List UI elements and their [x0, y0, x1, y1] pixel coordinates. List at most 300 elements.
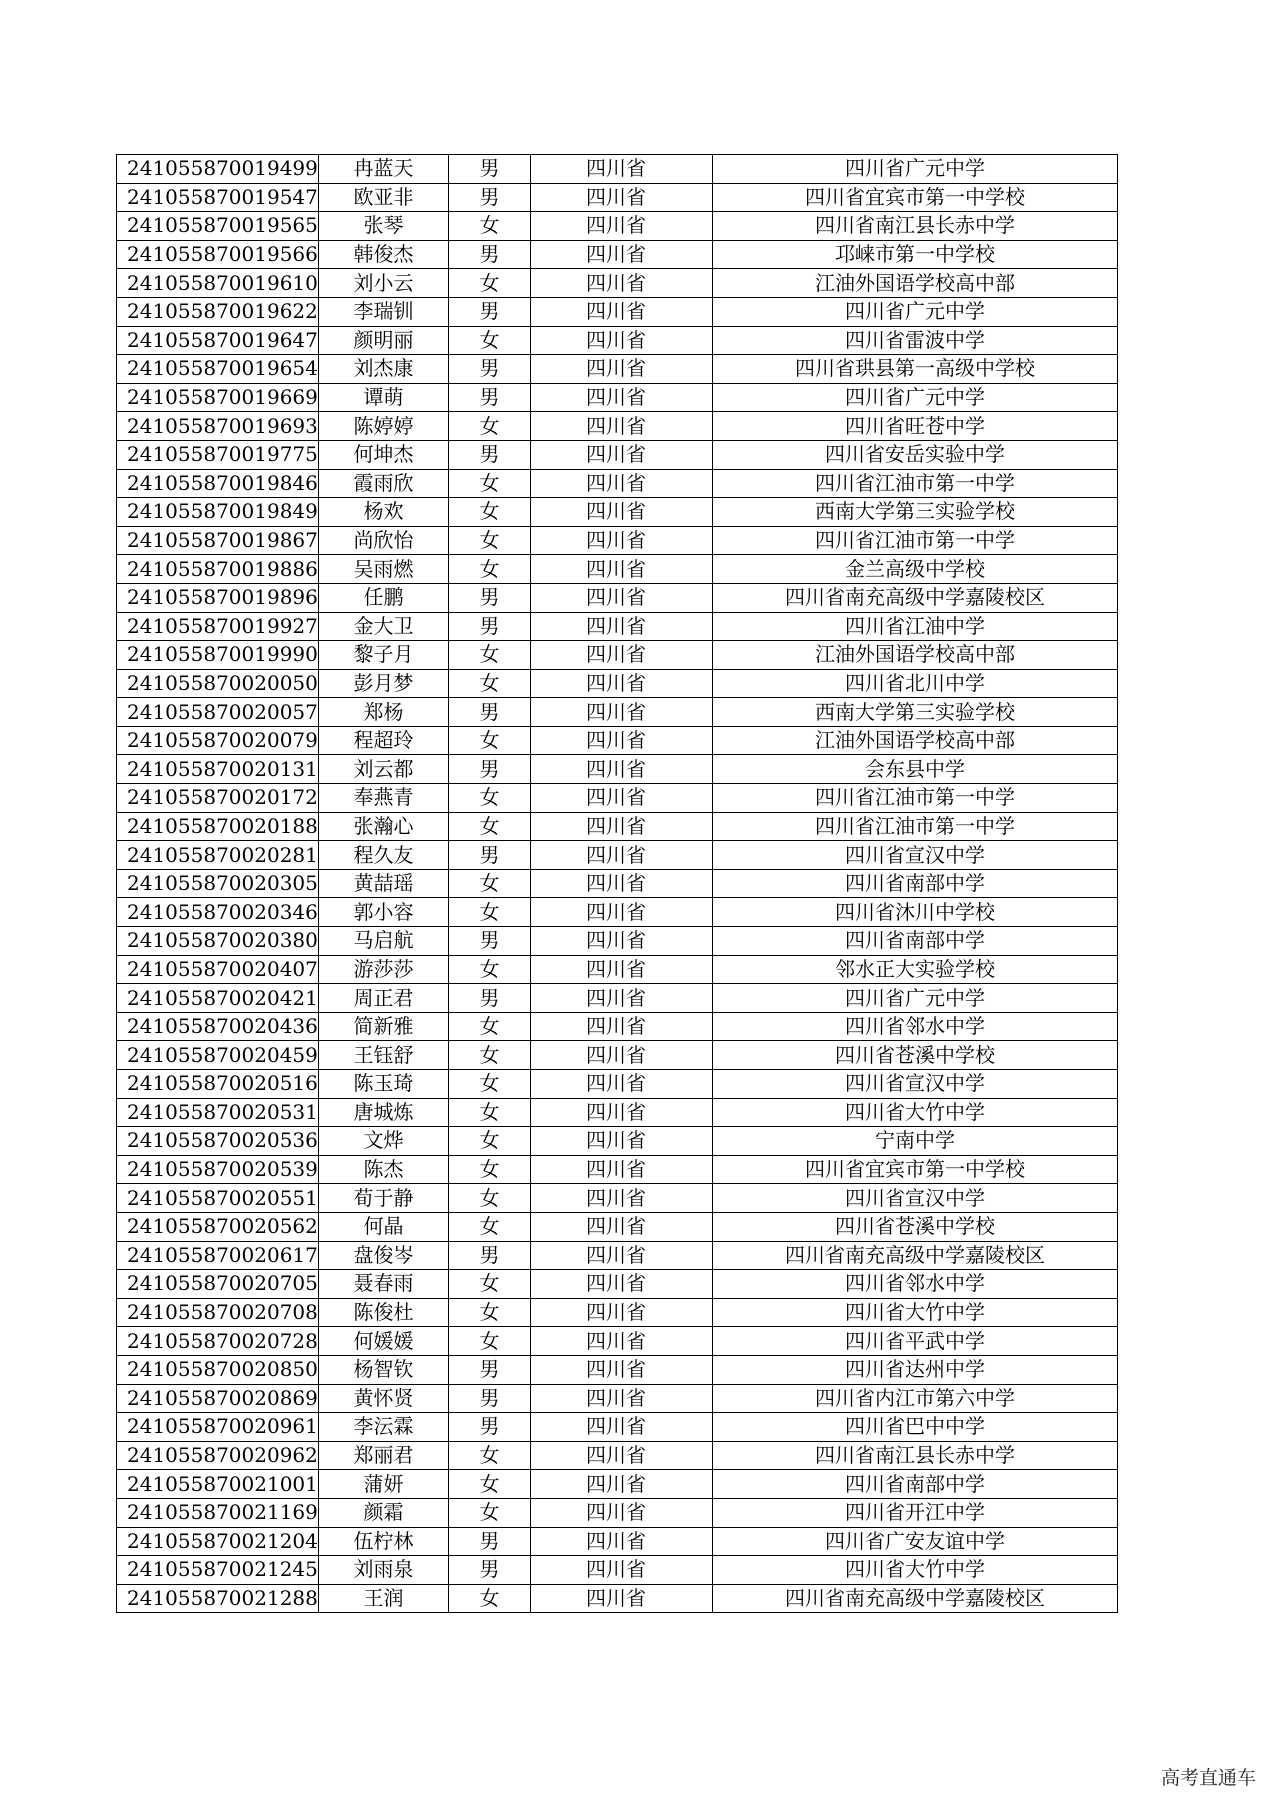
candidate-id-cell: 241055870019896 — [117, 583, 319, 612]
province-cell: 四川省 — [531, 498, 713, 527]
school-cell: 四川省江油市第一中学 — [713, 469, 1118, 498]
gender-cell: 女 — [449, 498, 531, 527]
table-row — [117, 1012, 1118, 1041]
school-cell: 四川省广元中学 — [713, 984, 1118, 1013]
gender-cell: 女 — [449, 526, 531, 555]
province-cell: 四川省 — [531, 1212, 713, 1241]
table-row — [117, 1212, 1118, 1241]
table-row — [117, 1041, 1118, 1070]
candidate-id-cell: 241055870020172 — [117, 784, 319, 813]
school-cell: 四川省旺苍中学 — [713, 412, 1118, 441]
table-row — [117, 1270, 1118, 1299]
school-cell: 四川省邻水中学 — [713, 1012, 1118, 1041]
name-cell: 荀于静 — [319, 1184, 449, 1213]
province-cell: 四川省 — [531, 155, 713, 184]
school-cell: 邛崃市第一中学校 — [713, 240, 1118, 269]
gender-cell: 男 — [449, 183, 531, 212]
candidate-id-cell: 241055870019849 — [117, 498, 319, 527]
school-cell: 四川省江油中学 — [713, 612, 1118, 641]
gender-cell: 女 — [449, 555, 531, 584]
name-cell: 陈玉琦 — [319, 1070, 449, 1099]
school-cell: 四川省珙县第一高级中学校 — [713, 355, 1118, 384]
gender-cell: 女 — [449, 326, 531, 355]
candidate-id-cell: 241055870020459 — [117, 1041, 319, 1070]
gender-cell: 男 — [449, 383, 531, 412]
province-cell: 四川省 — [531, 1155, 713, 1184]
school-cell: 四川省广元中学 — [713, 155, 1118, 184]
gender-cell: 男 — [449, 927, 531, 956]
school-cell: 四川省内江市第六中学 — [713, 1384, 1118, 1413]
name-cell: 黎子月 — [319, 641, 449, 670]
admission-roster-table — [116, 154, 1118, 1613]
name-cell: 颜明丽 — [319, 326, 449, 355]
gender-cell: 女 — [449, 1127, 531, 1156]
province-cell: 四川省 — [531, 755, 713, 784]
province-cell: 四川省 — [531, 1355, 713, 1384]
school-cell: 四川省南充高级中学嘉陵校区 — [713, 1241, 1118, 1270]
name-cell: 伍柠林 — [319, 1527, 449, 1556]
school-cell: 四川省大竹中学 — [713, 1556, 1118, 1585]
name-cell: 陈杰 — [319, 1155, 449, 1184]
name-cell: 彭月梦 — [319, 669, 449, 698]
school-cell: 四川省南部中学 — [713, 927, 1118, 956]
name-cell: 马启航 — [319, 927, 449, 956]
table-row — [117, 1527, 1118, 1556]
table-row — [117, 1441, 1118, 1470]
school-cell: 四川省江油市第一中学 — [713, 526, 1118, 555]
name-cell: 尚欣怡 — [319, 526, 449, 555]
name-cell: 杨智钦 — [319, 1355, 449, 1384]
school-cell: 四川省大竹中学 — [713, 1298, 1118, 1327]
province-cell: 四川省 — [531, 784, 713, 813]
gender-cell: 女 — [449, 1298, 531, 1327]
table-row — [117, 612, 1118, 641]
table-row — [117, 1556, 1118, 1585]
candidate-id-cell: 241055870020436 — [117, 1012, 319, 1041]
name-cell: 任鹏 — [319, 583, 449, 612]
table-row — [117, 240, 1118, 269]
school-cell: 四川省宣汉中学 — [713, 841, 1118, 870]
table-row — [117, 555, 1118, 584]
name-cell: 刘杰康 — [319, 355, 449, 384]
school-cell: 四川省宜宾市第一中学校 — [713, 183, 1118, 212]
table-row — [117, 927, 1118, 956]
gender-cell: 男 — [449, 1527, 531, 1556]
candidate-id-cell: 241055870019499 — [117, 155, 319, 184]
gender-cell: 女 — [449, 469, 531, 498]
candidate-id-cell: 241055870020281 — [117, 841, 319, 870]
province-cell: 四川省 — [531, 612, 713, 641]
school-cell: 四川省广安友谊中学 — [713, 1527, 1118, 1556]
school-cell: 四川省南江县长赤中学 — [713, 212, 1118, 241]
candidate-id-cell: 241055870020728 — [117, 1327, 319, 1356]
name-cell: 欧亚非 — [319, 183, 449, 212]
table-row — [117, 755, 1118, 784]
gender-cell: 女 — [449, 1270, 531, 1299]
province-cell: 四川省 — [531, 927, 713, 956]
table-row — [117, 440, 1118, 469]
gender-cell: 男 — [449, 297, 531, 326]
gender-cell: 男 — [449, 583, 531, 612]
candidate-id-cell: 241055870020850 — [117, 1355, 319, 1384]
table-row — [117, 1127, 1118, 1156]
name-cell: 颜霜 — [319, 1498, 449, 1527]
candidate-id-cell: 241055870020421 — [117, 984, 319, 1013]
gender-cell: 女 — [449, 869, 531, 898]
school-cell: 江油外国语学校高中部 — [713, 269, 1118, 298]
table-row — [117, 984, 1118, 1013]
province-cell: 四川省 — [531, 1241, 713, 1270]
candidate-id-cell: 241055870019846 — [117, 469, 319, 498]
school-cell: 四川省宣汉中学 — [713, 1184, 1118, 1213]
table-row — [117, 1241, 1118, 1270]
school-cell: 邻水正大实验学校 — [713, 955, 1118, 984]
candidate-id-cell: 241055870019990 — [117, 641, 319, 670]
table-row — [117, 784, 1118, 813]
gender-cell: 男 — [449, 698, 531, 727]
candidate-id-cell: 241055870021169 — [117, 1498, 319, 1527]
candidate-id-cell: 241055870020188 — [117, 812, 319, 841]
name-cell: 霞雨欣 — [319, 469, 449, 498]
school-cell: 西南大学第三实验学校 — [713, 698, 1118, 727]
candidate-id-cell: 241055870020962 — [117, 1441, 319, 1470]
school-cell: 四川省安岳实验中学 — [713, 440, 1118, 469]
table-row — [117, 269, 1118, 298]
school-cell: 四川省南部中学 — [713, 1470, 1118, 1499]
name-cell: 盘俊岑 — [319, 1241, 449, 1270]
candidate-id-cell: 241055870020380 — [117, 927, 319, 956]
gender-cell: 男 — [449, 1413, 531, 1442]
candidate-id-cell: 241055870020536 — [117, 1127, 319, 1156]
candidate-id-cell: 241055870019867 — [117, 526, 319, 555]
province-cell: 四川省 — [531, 212, 713, 241]
province-cell: 四川省 — [531, 1556, 713, 1585]
province-cell: 四川省 — [531, 1584, 713, 1613]
gender-cell: 女 — [449, 1327, 531, 1356]
province-cell: 四川省 — [531, 355, 713, 384]
candidate-id-cell: 241055870020617 — [117, 1241, 319, 1270]
name-cell: 程超玲 — [319, 726, 449, 755]
gender-cell: 女 — [449, 1070, 531, 1099]
table-row — [117, 1184, 1118, 1213]
school-cell: 四川省邻水中学 — [713, 1270, 1118, 1299]
gender-cell: 男 — [449, 1384, 531, 1413]
candidate-id-cell: 241055870019566 — [117, 240, 319, 269]
name-cell: 陈俊杜 — [319, 1298, 449, 1327]
name-cell: 李沄霖 — [319, 1413, 449, 1442]
candidate-id-cell: 241055870021288 — [117, 1584, 319, 1613]
candidate-id-cell: 241055870021245 — [117, 1556, 319, 1585]
candidate-id-cell: 241055870021001 — [117, 1470, 319, 1499]
name-cell: 何晶 — [319, 1212, 449, 1241]
gender-cell: 女 — [449, 641, 531, 670]
table-row — [117, 812, 1118, 841]
name-cell: 程久友 — [319, 841, 449, 870]
table-row — [117, 1355, 1118, 1384]
school-cell: 四川省南充高级中学嘉陵校区 — [713, 1584, 1118, 1613]
candidate-id-cell: 241055870020551 — [117, 1184, 319, 1213]
province-cell: 四川省 — [531, 955, 713, 984]
gender-cell: 男 — [449, 155, 531, 184]
province-cell: 四川省 — [531, 1441, 713, 1470]
school-cell: 四川省广元中学 — [713, 297, 1118, 326]
candidate-id-cell: 241055870020531 — [117, 1098, 319, 1127]
candidate-id-cell: 241055870019775 — [117, 440, 319, 469]
school-cell: 宁南中学 — [713, 1127, 1118, 1156]
gender-cell: 女 — [449, 1470, 531, 1499]
province-cell: 四川省 — [531, 1298, 713, 1327]
candidate-id-cell: 241055870020539 — [117, 1155, 319, 1184]
table-row — [117, 1098, 1118, 1127]
province-cell: 四川省 — [531, 898, 713, 927]
gender-cell: 男 — [449, 355, 531, 384]
candidate-id-cell: 241055870019565 — [117, 212, 319, 241]
school-cell: 江油外国语学校高中部 — [713, 726, 1118, 755]
province-cell: 四川省 — [531, 1470, 713, 1499]
name-cell: 黄喆瑶 — [319, 869, 449, 898]
province-cell: 四川省 — [531, 269, 713, 298]
name-cell: 金大卫 — [319, 612, 449, 641]
school-cell: 四川省广元中学 — [713, 383, 1118, 412]
province-cell: 四川省 — [531, 1327, 713, 1356]
name-cell: 何媛媛 — [319, 1327, 449, 1356]
table-row — [117, 726, 1118, 755]
candidate-id-cell: 241055870019654 — [117, 355, 319, 384]
table-row — [117, 1327, 1118, 1356]
province-cell: 四川省 — [531, 1384, 713, 1413]
gender-cell: 女 — [449, 269, 531, 298]
name-cell: 郑杨 — [319, 698, 449, 727]
table-row — [117, 412, 1118, 441]
school-cell: 会东县中学 — [713, 755, 1118, 784]
candidate-id-cell: 241055870019610 — [117, 269, 319, 298]
table-row — [117, 469, 1118, 498]
school-cell: 四川省南江县长赤中学 — [713, 1441, 1118, 1470]
province-cell: 四川省 — [531, 726, 713, 755]
candidate-id-cell: 241055870020079 — [117, 726, 319, 755]
province-cell: 四川省 — [531, 1098, 713, 1127]
gender-cell: 女 — [449, 1584, 531, 1613]
province-cell: 四川省 — [531, 1041, 713, 1070]
province-cell: 四川省 — [531, 869, 713, 898]
province-cell: 四川省 — [531, 1498, 713, 1527]
gender-cell: 男 — [449, 1556, 531, 1585]
candidate-id-cell: 241055870019886 — [117, 555, 319, 584]
province-cell: 四川省 — [531, 326, 713, 355]
school-cell: 四川省大竹中学 — [713, 1098, 1118, 1127]
candidate-id-cell: 241055870020131 — [117, 755, 319, 784]
name-cell: 冉蓝天 — [319, 155, 449, 184]
province-cell: 四川省 — [531, 297, 713, 326]
table-row — [117, 698, 1118, 727]
gender-cell: 女 — [449, 1098, 531, 1127]
province-cell: 四川省 — [531, 1413, 713, 1442]
candidate-id-cell: 241055870019547 — [117, 183, 319, 212]
table-row — [117, 1498, 1118, 1527]
gender-cell: 女 — [449, 1012, 531, 1041]
school-cell: 四川省开江中学 — [713, 1498, 1118, 1527]
gender-cell: 男 — [449, 1241, 531, 1270]
province-cell: 四川省 — [531, 526, 713, 555]
gender-cell: 女 — [449, 1184, 531, 1213]
gender-cell: 女 — [449, 669, 531, 698]
gender-cell: 男 — [449, 612, 531, 641]
candidate-id-cell: 241055870019927 — [117, 612, 319, 641]
name-cell: 刘云都 — [319, 755, 449, 784]
name-cell: 唐城炼 — [319, 1098, 449, 1127]
school-cell: 四川省南部中学 — [713, 869, 1118, 898]
school-cell: 四川省南充高级中学嘉陵校区 — [713, 583, 1118, 612]
name-cell: 韩俊杰 — [319, 240, 449, 269]
table-row — [117, 869, 1118, 898]
table-row — [117, 1384, 1118, 1413]
candidate-id-cell: 241055870020869 — [117, 1384, 319, 1413]
province-cell: 四川省 — [531, 469, 713, 498]
school-cell: 四川省达州中学 — [713, 1355, 1118, 1384]
province-cell: 四川省 — [531, 1270, 713, 1299]
province-cell: 四川省 — [531, 669, 713, 698]
name-cell: 蒲妍 — [319, 1470, 449, 1499]
province-cell: 四川省 — [531, 440, 713, 469]
province-cell: 四川省 — [531, 412, 713, 441]
province-cell: 四川省 — [531, 1012, 713, 1041]
candidate-id-cell: 241055870019622 — [117, 297, 319, 326]
school-cell: 西南大学第三实验学校 — [713, 498, 1118, 527]
gender-cell: 女 — [449, 898, 531, 927]
name-cell: 王钰舒 — [319, 1041, 449, 1070]
gender-cell: 男 — [449, 240, 531, 269]
gender-cell: 女 — [449, 1041, 531, 1070]
candidate-id-cell: 241055870020705 — [117, 1270, 319, 1299]
table-row — [117, 898, 1118, 927]
gender-cell: 女 — [449, 955, 531, 984]
school-cell: 江油外国语学校高中部 — [713, 641, 1118, 670]
name-cell: 简新雅 — [319, 1012, 449, 1041]
school-cell: 四川省巴中中学 — [713, 1413, 1118, 1442]
gender-cell: 女 — [449, 812, 531, 841]
province-cell: 四川省 — [531, 984, 713, 1013]
candidate-id-cell: 241055870020305 — [117, 869, 319, 898]
gender-cell: 男 — [449, 755, 531, 784]
table-row — [117, 326, 1118, 355]
table-row — [117, 1298, 1118, 1327]
table-row — [117, 1584, 1118, 1613]
candidate-id-cell: 241055870020708 — [117, 1298, 319, 1327]
province-cell: 四川省 — [531, 1127, 713, 1156]
candidate-id-cell: 241055870019693 — [117, 412, 319, 441]
table-row — [117, 383, 1118, 412]
table-row — [117, 1413, 1118, 1442]
name-cell: 周正君 — [319, 984, 449, 1013]
school-cell: 金兰高级中学校 — [713, 555, 1118, 584]
name-cell: 杨欢 — [319, 498, 449, 527]
table-row — [117, 641, 1118, 670]
name-cell: 陈婷婷 — [319, 412, 449, 441]
candidate-id-cell: 241055870019647 — [117, 326, 319, 355]
table-row — [117, 212, 1118, 241]
table-row — [117, 1155, 1118, 1184]
name-cell: 郭小容 — [319, 898, 449, 927]
name-cell: 李瑞钏 — [319, 297, 449, 326]
province-cell: 四川省 — [531, 1527, 713, 1556]
table-row — [117, 583, 1118, 612]
table-row — [117, 841, 1118, 870]
name-cell: 奉燕青 — [319, 784, 449, 813]
candidate-id-cell: 241055870020346 — [117, 898, 319, 927]
name-cell: 黄怀贤 — [319, 1384, 449, 1413]
name-cell: 何坤杰 — [319, 440, 449, 469]
gender-cell: 女 — [449, 1155, 531, 1184]
gender-cell: 女 — [449, 1212, 531, 1241]
gender-cell: 女 — [449, 784, 531, 813]
name-cell: 谭萌 — [319, 383, 449, 412]
table-row — [117, 955, 1118, 984]
table-row — [117, 669, 1118, 698]
watermark-text: 高考直通车 — [1160, 1767, 1256, 1789]
gender-cell: 男 — [449, 841, 531, 870]
province-cell: 四川省 — [531, 1070, 713, 1099]
table-row — [117, 355, 1118, 384]
name-cell: 张琴 — [319, 212, 449, 241]
roster-body — [117, 155, 1118, 1613]
province-cell: 四川省 — [531, 698, 713, 727]
name-cell: 张瀚心 — [319, 812, 449, 841]
province-cell: 四川省 — [531, 1184, 713, 1213]
school-cell: 四川省苍溪中学校 — [713, 1212, 1118, 1241]
name-cell: 刘小云 — [319, 269, 449, 298]
name-cell: 聂春雨 — [319, 1270, 449, 1299]
school-cell: 四川省雷波中学 — [713, 326, 1118, 355]
school-cell: 四川省宣汉中学 — [713, 1070, 1118, 1099]
province-cell: 四川省 — [531, 812, 713, 841]
candidate-id-cell: 241055870020050 — [117, 669, 319, 698]
name-cell: 游莎莎 — [319, 955, 449, 984]
table-row — [117, 1470, 1118, 1499]
school-cell: 四川省宜宾市第一中学校 — [713, 1155, 1118, 1184]
candidate-id-cell: 241055870020516 — [117, 1070, 319, 1099]
school-cell: 四川省苍溪中学校 — [713, 1041, 1118, 1070]
gender-cell: 女 — [449, 212, 531, 241]
table-row — [117, 1070, 1118, 1099]
province-cell: 四川省 — [531, 383, 713, 412]
table-row — [117, 183, 1118, 212]
gender-cell: 男 — [449, 984, 531, 1013]
gender-cell: 女 — [449, 1498, 531, 1527]
province-cell: 四川省 — [531, 841, 713, 870]
province-cell: 四川省 — [531, 183, 713, 212]
candidate-id-cell: 241055870020562 — [117, 1212, 319, 1241]
table-row — [117, 498, 1118, 527]
school-cell: 四川省平武中学 — [713, 1327, 1118, 1356]
province-cell: 四川省 — [531, 583, 713, 612]
province-cell: 四川省 — [531, 555, 713, 584]
gender-cell: 男 — [449, 1355, 531, 1384]
name-cell: 王润 — [319, 1584, 449, 1613]
province-cell: 四川省 — [531, 641, 713, 670]
name-cell: 文烨 — [319, 1127, 449, 1156]
candidate-id-cell: 241055870021204 — [117, 1527, 319, 1556]
candidate-id-cell: 241055870019669 — [117, 383, 319, 412]
candidate-id-cell: 241055870020407 — [117, 955, 319, 984]
school-cell: 四川省江油市第一中学 — [713, 812, 1118, 841]
province-cell: 四川省 — [531, 240, 713, 269]
gender-cell: 女 — [449, 412, 531, 441]
candidate-id-cell: 241055870020961 — [117, 1413, 319, 1442]
school-cell: 四川省江油市第一中学 — [713, 784, 1118, 813]
gender-cell: 女 — [449, 1441, 531, 1470]
gender-cell: 女 — [449, 726, 531, 755]
name-cell: 吴雨燃 — [319, 555, 449, 584]
